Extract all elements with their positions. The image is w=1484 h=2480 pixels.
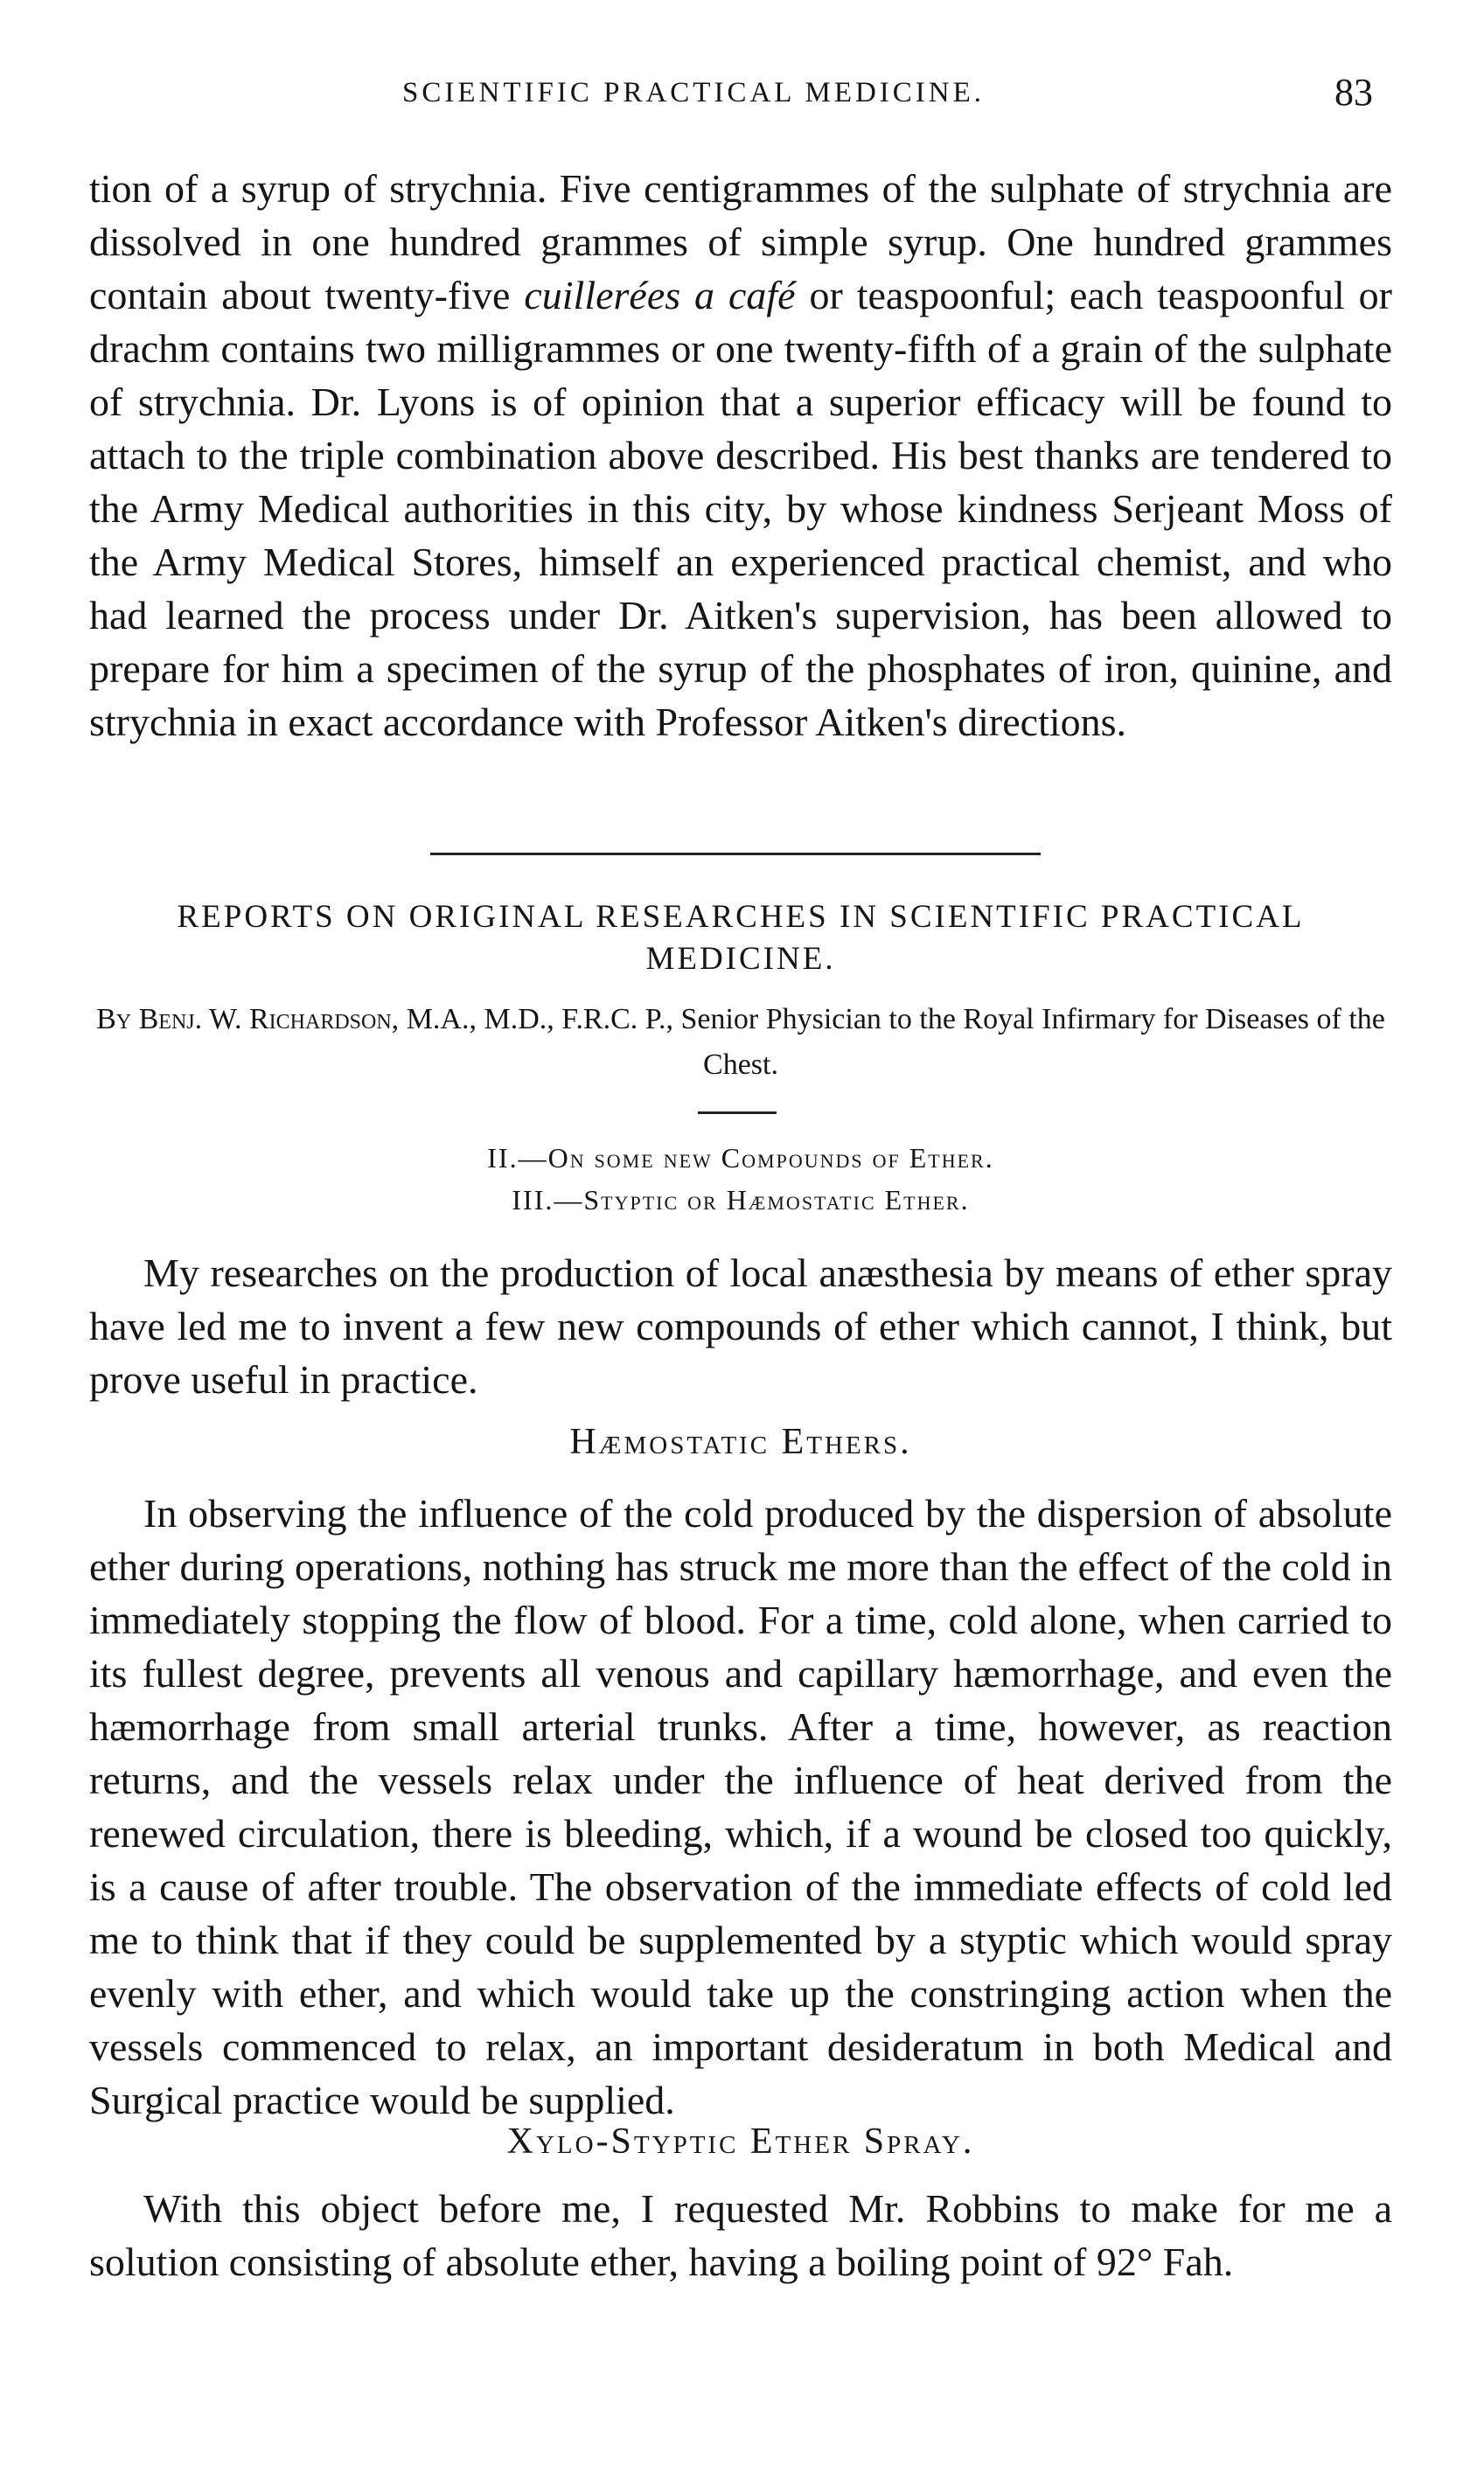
haemostatic-paragraph: In observing the influence of the cold produced by the dispersion of absolute ether during operations, nothing has struck me more than the effect of the cold in immediately stopping the flow of blood. For a time, cold alone, when carried to its fullest degree, prevents all venous and capillary hæmorrhage, and even the hæmorrhage from small arterial trunks. After a time, however, as reaction returns, and the vessels relax under the influence of heat derived from the renewed circulation, there is bleeding, which, if a wound be closed too quickly, is a cause of after trouble. The observation of the immediate effects of cold led me to think that if they could be supplemented by a styptic which would spray evenly with ether, and which would take up the constringing action when the vessels commenced to relax, an important desideratum in both Medical and Surgical practice would be supplied. (89, 1491, 1392, 2122)
subheading-styptic: III.—Styptic or Hæmostatic Ether. (512, 1184, 970, 1216)
byline-prefix: By (96, 1003, 132, 1035)
italic-phrase: cuillerées a café (524, 273, 796, 317)
continued-paragraph (89, 162, 1392, 749)
byline-author: Benj. W. Richardson, (138, 1003, 400, 1035)
subheading-compounds: II.—On some new Compounds of Ether. (487, 1142, 994, 1174)
section-heading-xylo-styptic: Xylo-Styptic Ether Spray. (506, 2121, 975, 2162)
intro-paragraph: My researches on the production of local anæsthesia by means of ether spray have led me to invent a few new compounds of ether which cannot, I think, but prove useful in practice. (89, 1250, 1392, 1402)
paragraph-text-part: or teaspoonful; each teaspoonful or drachm contains two milligrammes or one twenty-fifth of a grain of the sulphate of strychnia. Dr. Lyons is of opinion that a superior efficacy will be found to attach to the triple combination above described. His best thanks are tendered to the Army Medical authorities in this city, by whose kindness Serjeant Moss of the Army Medical Stores, himself an experienced practical chemist, and who had learned the process under Dr. Aitken's supervision, has been allowed to prepare for him a specimen of the syrup of the phosphates of iron, quinine, and strychnia in exact accordance with Professor Aitken's directions. (89, 273, 1392, 744)
xylo-styptic-paragraph: With this object before me, I requested Mr. Robbins to make for me a solution consisting of absolute ether, having a boiling point of 92° Fah. (89, 2186, 1392, 2284)
article-heading: REPORTS ON ORIGINAL RESEARCHES IN SCIENTIFIC PRACTICAL MEDICINE. (177, 899, 1305, 977)
page-number: 83 (1334, 71, 1373, 114)
byline-credentials: M.A., M.D., F.R.C. P., Senior Physician to the Royal Infirmary for Diseases of the Chest. (399, 1003, 1385, 1081)
running-title: SCIENTIFIC PRACTICAL MEDICINE. (402, 77, 986, 108)
short-divider (698, 1111, 777, 1114)
section-heading-haemostatic: Hæmostatic Ethers. (569, 1422, 912, 1462)
article-subheadings (89, 1137, 1392, 1221)
paragraph-text-part: tion of a syrup of strychnia. Five centigrammes of the sulphate of strychnia are dissolved in one hundred grammes of simple syrup. One hundred grammes contain about twenty-five (89, 166, 1392, 317)
running-head (402, 70, 1373, 122)
author-byline (89, 997, 1392, 1088)
section-divider (430, 853, 1041, 855)
